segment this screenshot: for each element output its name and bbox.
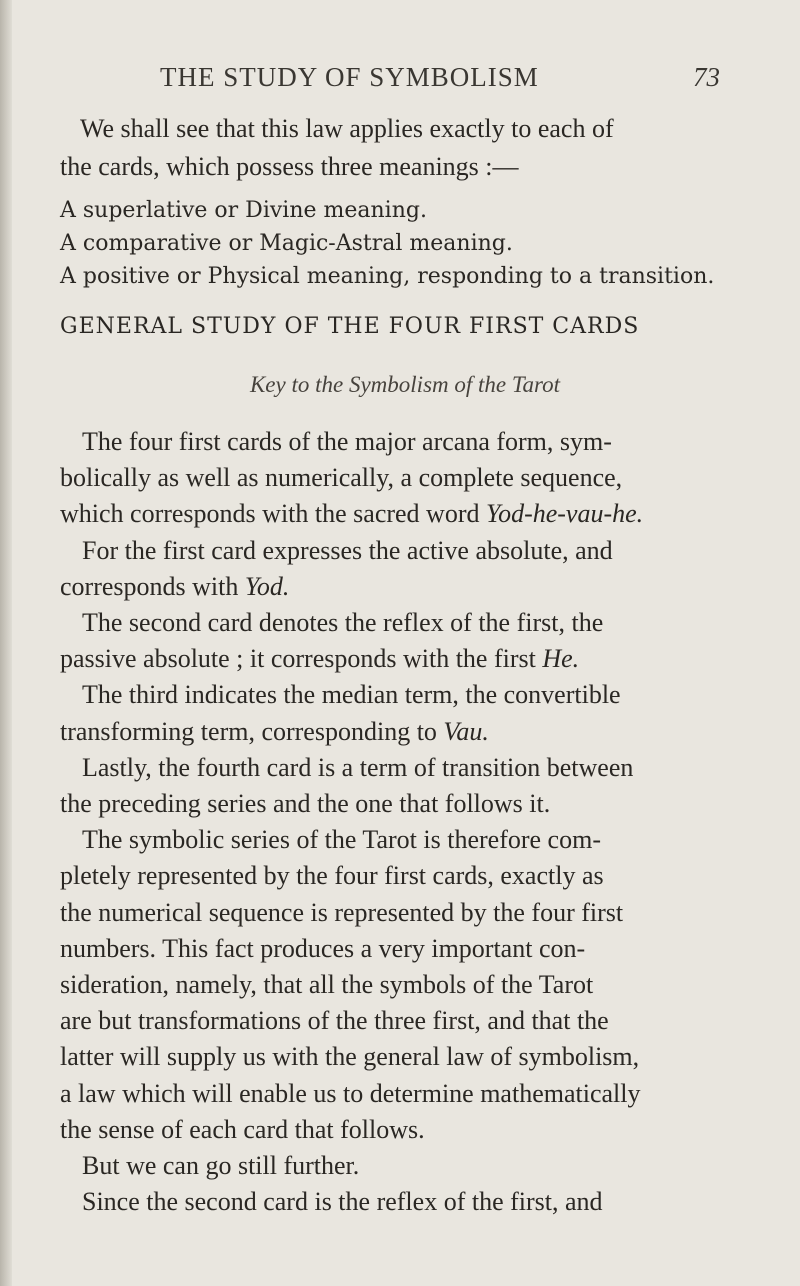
meanings-list (60, 194, 750, 293)
body-line: bolically as well as numerically, a complete sequence, (60, 463, 623, 493)
body-line: sideration, namely, that all the symbols of the Tarot (60, 970, 594, 1000)
body-line: corresponds with Yod. (60, 571, 290, 601)
meaning-item: A superlative or Divine meaning. (60, 198, 427, 223)
body-line: The third indicates the median term, the convertible (82, 680, 621, 710)
body-line: The second card denotes the reflex of the first, the (82, 608, 604, 638)
hebrew-word: Yod-he-vau-he. (486, 499, 644, 529)
running-head (160, 62, 720, 102)
meaning-item: A positive or Physical meaning, responding to a transition. (60, 264, 715, 289)
body-line: But we can go still further. (82, 1151, 360, 1181)
hebrew-word: Yod. (244, 571, 290, 601)
body-line: The symbolic series of the Tarot is therefore com- (82, 825, 601, 855)
meaning-item: A comparative or Magic-Astral meaning. (60, 231, 513, 256)
body-line: numbers. This fact produces a very important con- (60, 933, 586, 963)
body-line: Since the second card is the reflex of the first, and (82, 1187, 603, 1217)
body-line: transforming term, corresponding to Vau. (60, 716, 489, 746)
body-line: For the first card expresses the active absolute, and (82, 535, 613, 565)
body-line: the sense of each card that follows. (60, 1114, 425, 1144)
body-line: passive absolute ; it corresponds with the first He. (60, 644, 580, 674)
page-edge-shadow (0, 0, 12, 1286)
intro-paragraph (60, 110, 750, 186)
body-line: the preceding series and the one that follows it. (60, 789, 551, 819)
body-line: the numerical sequence is represented by the four first (60, 897, 624, 927)
section-subheading: Key to the Symbolism of the Tarot (249, 372, 561, 397)
body-line: a law which will enable us to determine mathematically (60, 1078, 641, 1108)
body-line: which corresponds with the sacred word Yod-he-vau-he. (60, 499, 644, 529)
intro-line: the cards, which possess three meanings :— (60, 152, 519, 181)
running-head-title: THE STUDY OF SYMBOLISM (160, 62, 539, 92)
body-line: are but transformations of the three first, and that the (60, 1006, 609, 1036)
body-line: The four first cards of the major arcana form, sym- (82, 427, 612, 456)
hebrew-word: Vau. (443, 716, 489, 746)
hebrew-word: He. (542, 644, 580, 674)
body-line: latter will supply us with the general law of symbolism, (60, 1042, 640, 1072)
body-line: pletely represented by the four first cards, exactly as (60, 861, 604, 891)
body-line: Lastly, the fourth card is a term of transition between (82, 752, 634, 782)
section-heading: GENERAL STUDY OF THE FOUR FIRST CARDS (60, 314, 640, 339)
body-text (60, 424, 750, 1220)
intro-line: We shall see that this law applies exactly to each of (80, 114, 614, 143)
page-number: 73 (693, 62, 720, 92)
